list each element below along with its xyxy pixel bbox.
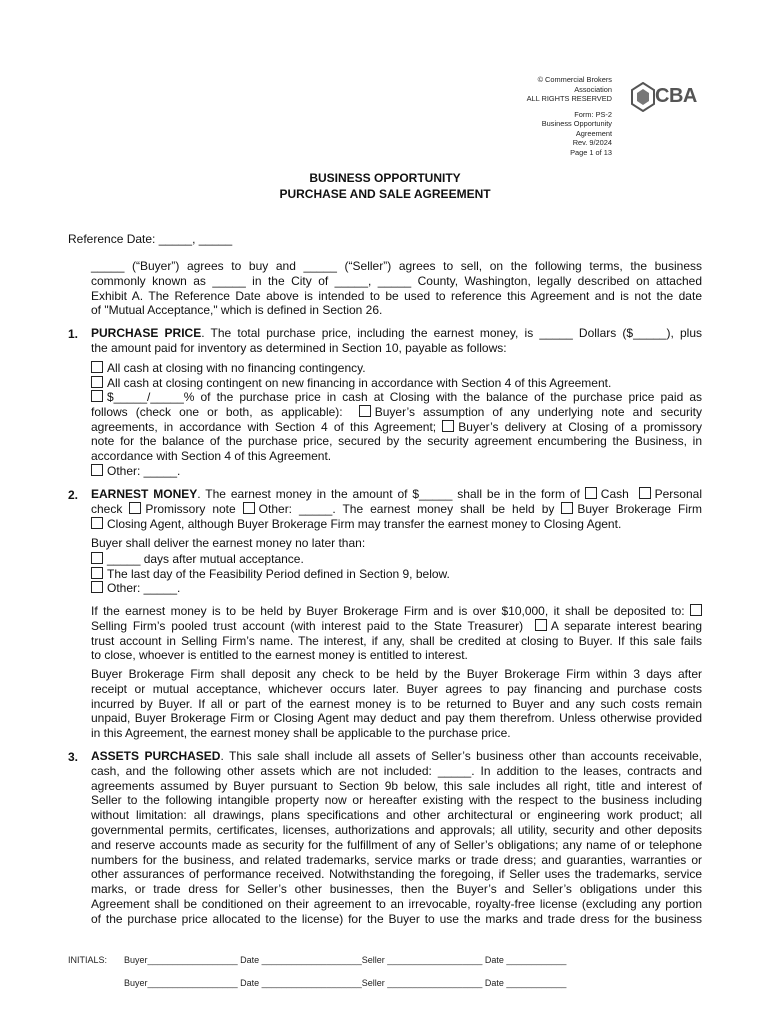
option-financing-label: All cash at closing contingent on new financing in accordance with Section 4 of this Agreement.: [107, 376, 612, 390]
section-3-line: other assurances of performance received. Notwithstanding the foregoing, if Seller uses the trademarks, service: [91, 867, 702, 882]
checkbox-financing[interactable]: [91, 376, 103, 388]
deposit-line: Selling Firm’s pooled trust account (with interest paid to the State Treasurer): [91, 618, 524, 633]
section-3-line: marks, or trade dress for Seller’s other businesses, then the Buyer’s and Seller’s obligations under this: [91, 882, 702, 897]
option-partial-line: $_____/_____% of the purchase price in cash at Closing with the balance of the purchase price paid as: [107, 390, 702, 404]
deliver-intro: Buyer shall deliver the earnest money no later than:: [91, 536, 366, 550]
form-name-line-1: Business Opportunity: [541, 119, 612, 128]
reference-date: Reference Date: _____, _____: [68, 232, 233, 246]
cba-logo: [631, 80, 699, 114]
option-partial-line: note for the balance of the purchase price, secured by the security agreement encumbering the Business, in: [91, 434, 702, 449]
form-number: Form: PS-2: [574, 109, 612, 119]
option-all-cash-label: All cash at closing with no financing contingency.: [107, 361, 366, 375]
deliver-option-1: [91, 552, 304, 567]
checkbox-personal-check[interactable]: [639, 487, 651, 499]
option-partial-line: Buyer’s delivery at Closing of a promissory: [458, 419, 702, 434]
buyer-brokerage-label: Buyer Brokerage Firm: [577, 501, 703, 516]
option-all-cash: [91, 361, 366, 376]
deposit-line: If the earnest money is to be held by Buyer Brokerage Firm and is over $10,000, it shall be deposited to:: [91, 604, 685, 618]
option-financing: [91, 376, 611, 391]
revision: Rev. 9/2024: [572, 138, 612, 147]
title-line-2: PURCHASE AND SALE AGREEMENT: [279, 187, 491, 201]
section-3-line: and reserve accounts made as security for the fulfillment of any of Seller’s obligations; any name of or telephone: [91, 837, 702, 852]
option-partial-cash: [91, 390, 702, 464]
section-3-line: without limitation: all drawings, plans specifications and other architectural or engineering work product; all: [91, 808, 702, 823]
section-2-line: Closing Agent, although Buyer Brokerage Firm may transfer the earnest money to Closing Agent.: [107, 516, 622, 531]
checkbox-partial-cash[interactable]: [91, 390, 103, 402]
deliver-option-label: The last day of the Feasibility Period defined in Section 9, below.: [107, 567, 450, 581]
initials-label: INITIALS:: [68, 955, 108, 965]
logo-text: CBA: [655, 85, 697, 107]
initials-row-1[interactable]: Buyer__________________ Date ____________________Seller ___________________ Date ____________: [124, 955, 567, 965]
section-1-line: the amount paid for inventory as determined in Section 10, payable as follows:: [91, 340, 507, 355]
header-copyright-block: [452, 75, 612, 157]
promissory-note-label: Promissory note: [145, 501, 236, 516]
deliver-option-2: [91, 567, 450, 582]
option-other-label: Other: _____.: [107, 464, 181, 478]
section-3-line: Agreement shall be conditioned on their agreement to an irrevocable, royalty-free license (excluding any portion: [91, 896, 702, 911]
checkbox-promissory-delivery[interactable]: [442, 420, 454, 432]
deposit-line: receipt or mutual acceptance, whichever occurs later. Buyer agrees to pay financing and purchase costs: [91, 681, 702, 696]
section-3-heading: ASSETS PURCHASED: [91, 749, 221, 763]
deposit-line: unpaid, Buyer Brokerage Firm or Closing Agent may deduct and pay them therefrom. Unless otherwise provided: [91, 711, 702, 726]
section-1-heading: PURCHASE PRICE: [91, 326, 202, 340]
section-1-text: [91, 326, 702, 356]
checkbox-assumption[interactable]: [359, 405, 371, 417]
section-3-line: governmental permits, certificates, licenses, authorizations and approvals; all utility, security and other deposits: [91, 822, 702, 837]
section-3-line: numbers for the business, and related trademarks, service marks or trade dress; and guaranties, warranties or: [91, 852, 702, 867]
page-number: Page 1 of 13: [570, 147, 612, 157]
check-label: check: [91, 501, 123, 516]
section-3-text: [91, 749, 702, 927]
deliver-option-3: [91, 581, 180, 596]
checkbox-feasibility[interactable]: [91, 567, 103, 579]
intro-line: Exhibit A. The Reference Date above is intended to be used to reference this Agreement and is not the date: [91, 288, 702, 303]
deliver-option-label: Other: _____.: [107, 581, 181, 595]
section-2-text: [91, 487, 702, 531]
option-other: [91, 464, 180, 479]
section-3-line: cash, and the following other assets which are not included: _____. In addition to the leases, contracts and: [91, 763, 702, 778]
association-line: Association: [574, 84, 612, 94]
intro-paragraph: [91, 259, 702, 318]
intro-line: _____ (“Buyer”) agrees to buy and _____ (“Seller”) agrees to sell, on the following terms, the business: [91, 259, 702, 273]
checkbox-closing-agent[interactable]: [91, 517, 103, 529]
option-partial-line: follows (check one or both, as applicable):: [91, 404, 343, 419]
copyright-line: © Commercial Brokers: [537, 75, 612, 84]
section-1-number: 1.: [68, 327, 79, 341]
intro-line: of "Mutual Acceptance," which is defined in Section 26.: [91, 303, 383, 318]
deliver-option-label: _____ days after mutual acceptance.: [107, 552, 304, 566]
title-line-1: BUSINESS OPPORTUNITY: [309, 171, 461, 185]
checkbox-buyer-brokerage[interactable]: [561, 502, 573, 514]
cash-label: Cash: [600, 487, 629, 501]
cba-logo-mark-icon: [631, 82, 655, 112]
deposit-line: Buyer Brokerage Firm shall deposit any check to be held by the Buyer Brokerage Firm within 3 days after: [91, 667, 702, 681]
deposit-line: A separate interest bearing: [550, 618, 703, 633]
checkbox-all-cash[interactable]: [91, 361, 103, 373]
deposit-line: to close, whoever is entitled to the earnest money is entitled to interest.: [91, 648, 468, 663]
rights-line: ALL RIGHTS RESERVED: [526, 94, 612, 103]
section-3-line: of the purchase price allocated to the license) for the Buyer to use the marks and trade dress for the business: [91, 911, 702, 926]
option-partial-line: Buyer’s assumption of any underlying note and security: [374, 404, 702, 419]
option-partial-line: agreements, in accordance with Section 4 of this Agreement;: [91, 419, 437, 434]
section-1-line: . The total purchase price, including the earnest money, is _____ Dollars ($_____), plus: [201, 326, 702, 340]
checkbox-pooled-trust[interactable]: [690, 604, 702, 616]
checkbox-days-after[interactable]: [91, 552, 103, 564]
checkbox-deliver-other[interactable]: [91, 581, 103, 593]
document-title: [0, 170, 770, 202]
section-3-number: 3.: [68, 750, 79, 764]
initials-row-2[interactable]: Buyer__________________ Date ____________________Seller ___________________ Date ____________: [124, 978, 567, 988]
deposit-line: trust account in Selling Firm’s name. The interest, if any, shall be credited at closing to Buyer. If this sale fails: [91, 633, 702, 648]
section-2-line: Other: _____. The earnest money shall be held by: [258, 501, 555, 516]
checkbox-other[interactable]: [91, 464, 103, 476]
section-2-line: . The earnest money in the amount of $_____ shall be in the form of: [197, 487, 580, 501]
section-3-line: agreements assumed by Buyer pursuant to Section 9b below, this sale includes all right, title and interest of: [91, 778, 702, 793]
intro-line: commonly known as _____ in the City of _____, _____ County, Washington, legally described on attached: [91, 273, 702, 288]
form-name-line-2: Agreement: [575, 128, 612, 138]
checkbox-other-form[interactable]: [243, 502, 255, 514]
checkbox-promissory-note[interactable]: [129, 502, 141, 514]
personal-label: Personal: [654, 487, 702, 501]
deposit-line: in this Agreement, the earnest money shall be applicable to the purchase price.: [91, 726, 511, 741]
deposit-line: incurred by Buyer. If all or part of the earnest money is to be returned to Buyer and any such costs remain: [91, 696, 702, 711]
section-3-line: . This sale shall include all assets of Seller’s business other than accounts receivable,: [220, 749, 702, 763]
option-partial-line: accordance with Section 4 of this Agreement.: [91, 449, 332, 464]
section-2-number: 2.: [68, 488, 79, 502]
checkbox-cash[interactable]: [585, 487, 597, 499]
deposit-paragraph-1: [91, 604, 702, 663]
section-3-line: Seller to the following intangible property now or hereafter existing with the respect to the business including: [91, 793, 702, 808]
section-2-heading: EARNEST MONEY: [91, 487, 198, 501]
checkbox-separate-trust[interactable]: [535, 619, 547, 631]
deposit-paragraph-2: [91, 667, 702, 741]
